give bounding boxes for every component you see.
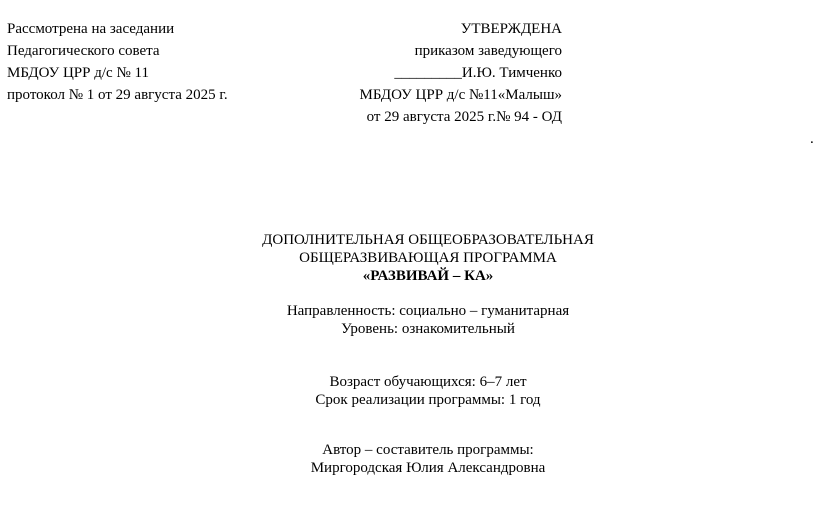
program-author [0,441,816,477]
program-direction [0,302,816,338]
review-line-3: МБДОУ ЦРР д/с № 11 [7,65,149,81]
review-line-2: Педагогического совета [7,43,160,59]
review-block [7,18,228,106]
author-name: Миргородская Юлия Александровна [310,460,546,476]
stray-mark: . [810,131,814,147]
approval-line-5: от 29 августа 2025 г.№ 94 - ОД [366,109,562,125]
approval-line-4: МБДОУ ЦРР д/с №11«Малыш» [359,87,562,103]
review-line-4: протокол № 1 от 29 августа 2025 г. [7,87,228,103]
program-name: «РАЗВИВАЙ – КА» [362,268,494,284]
program-age-term [0,373,816,409]
student-age: Возраст обучающихся: 6–7 лет [329,374,527,390]
program-term: Срок реализации программы: 1 год [315,392,541,408]
approval-line-3: _________И.Ю. Тимченко [394,65,562,81]
direction-level: Уровень: ознакомительный [341,321,515,337]
program-title [0,231,816,285]
title-line-1: ДОПОЛНИТЕЛЬНАЯ ОБЩЕОБРАЗОВАТЕЛЬНАЯ [262,232,594,248]
approval-block [360,18,562,128]
direction-focus: Направленность: социально – гуманитарная [286,303,570,319]
title-line-2: ОБЩЕРАЗВИВАЮЩАЯ ПРОГРАММА [299,250,557,266]
approval-line-1: УТВЕРЖДЕНА [460,21,562,37]
author-label: Автор – составитель программы: [322,442,534,458]
review-line-1: Рассмотрена на заседании [7,21,175,37]
approval-line-2: приказом заведующего [414,43,562,59]
